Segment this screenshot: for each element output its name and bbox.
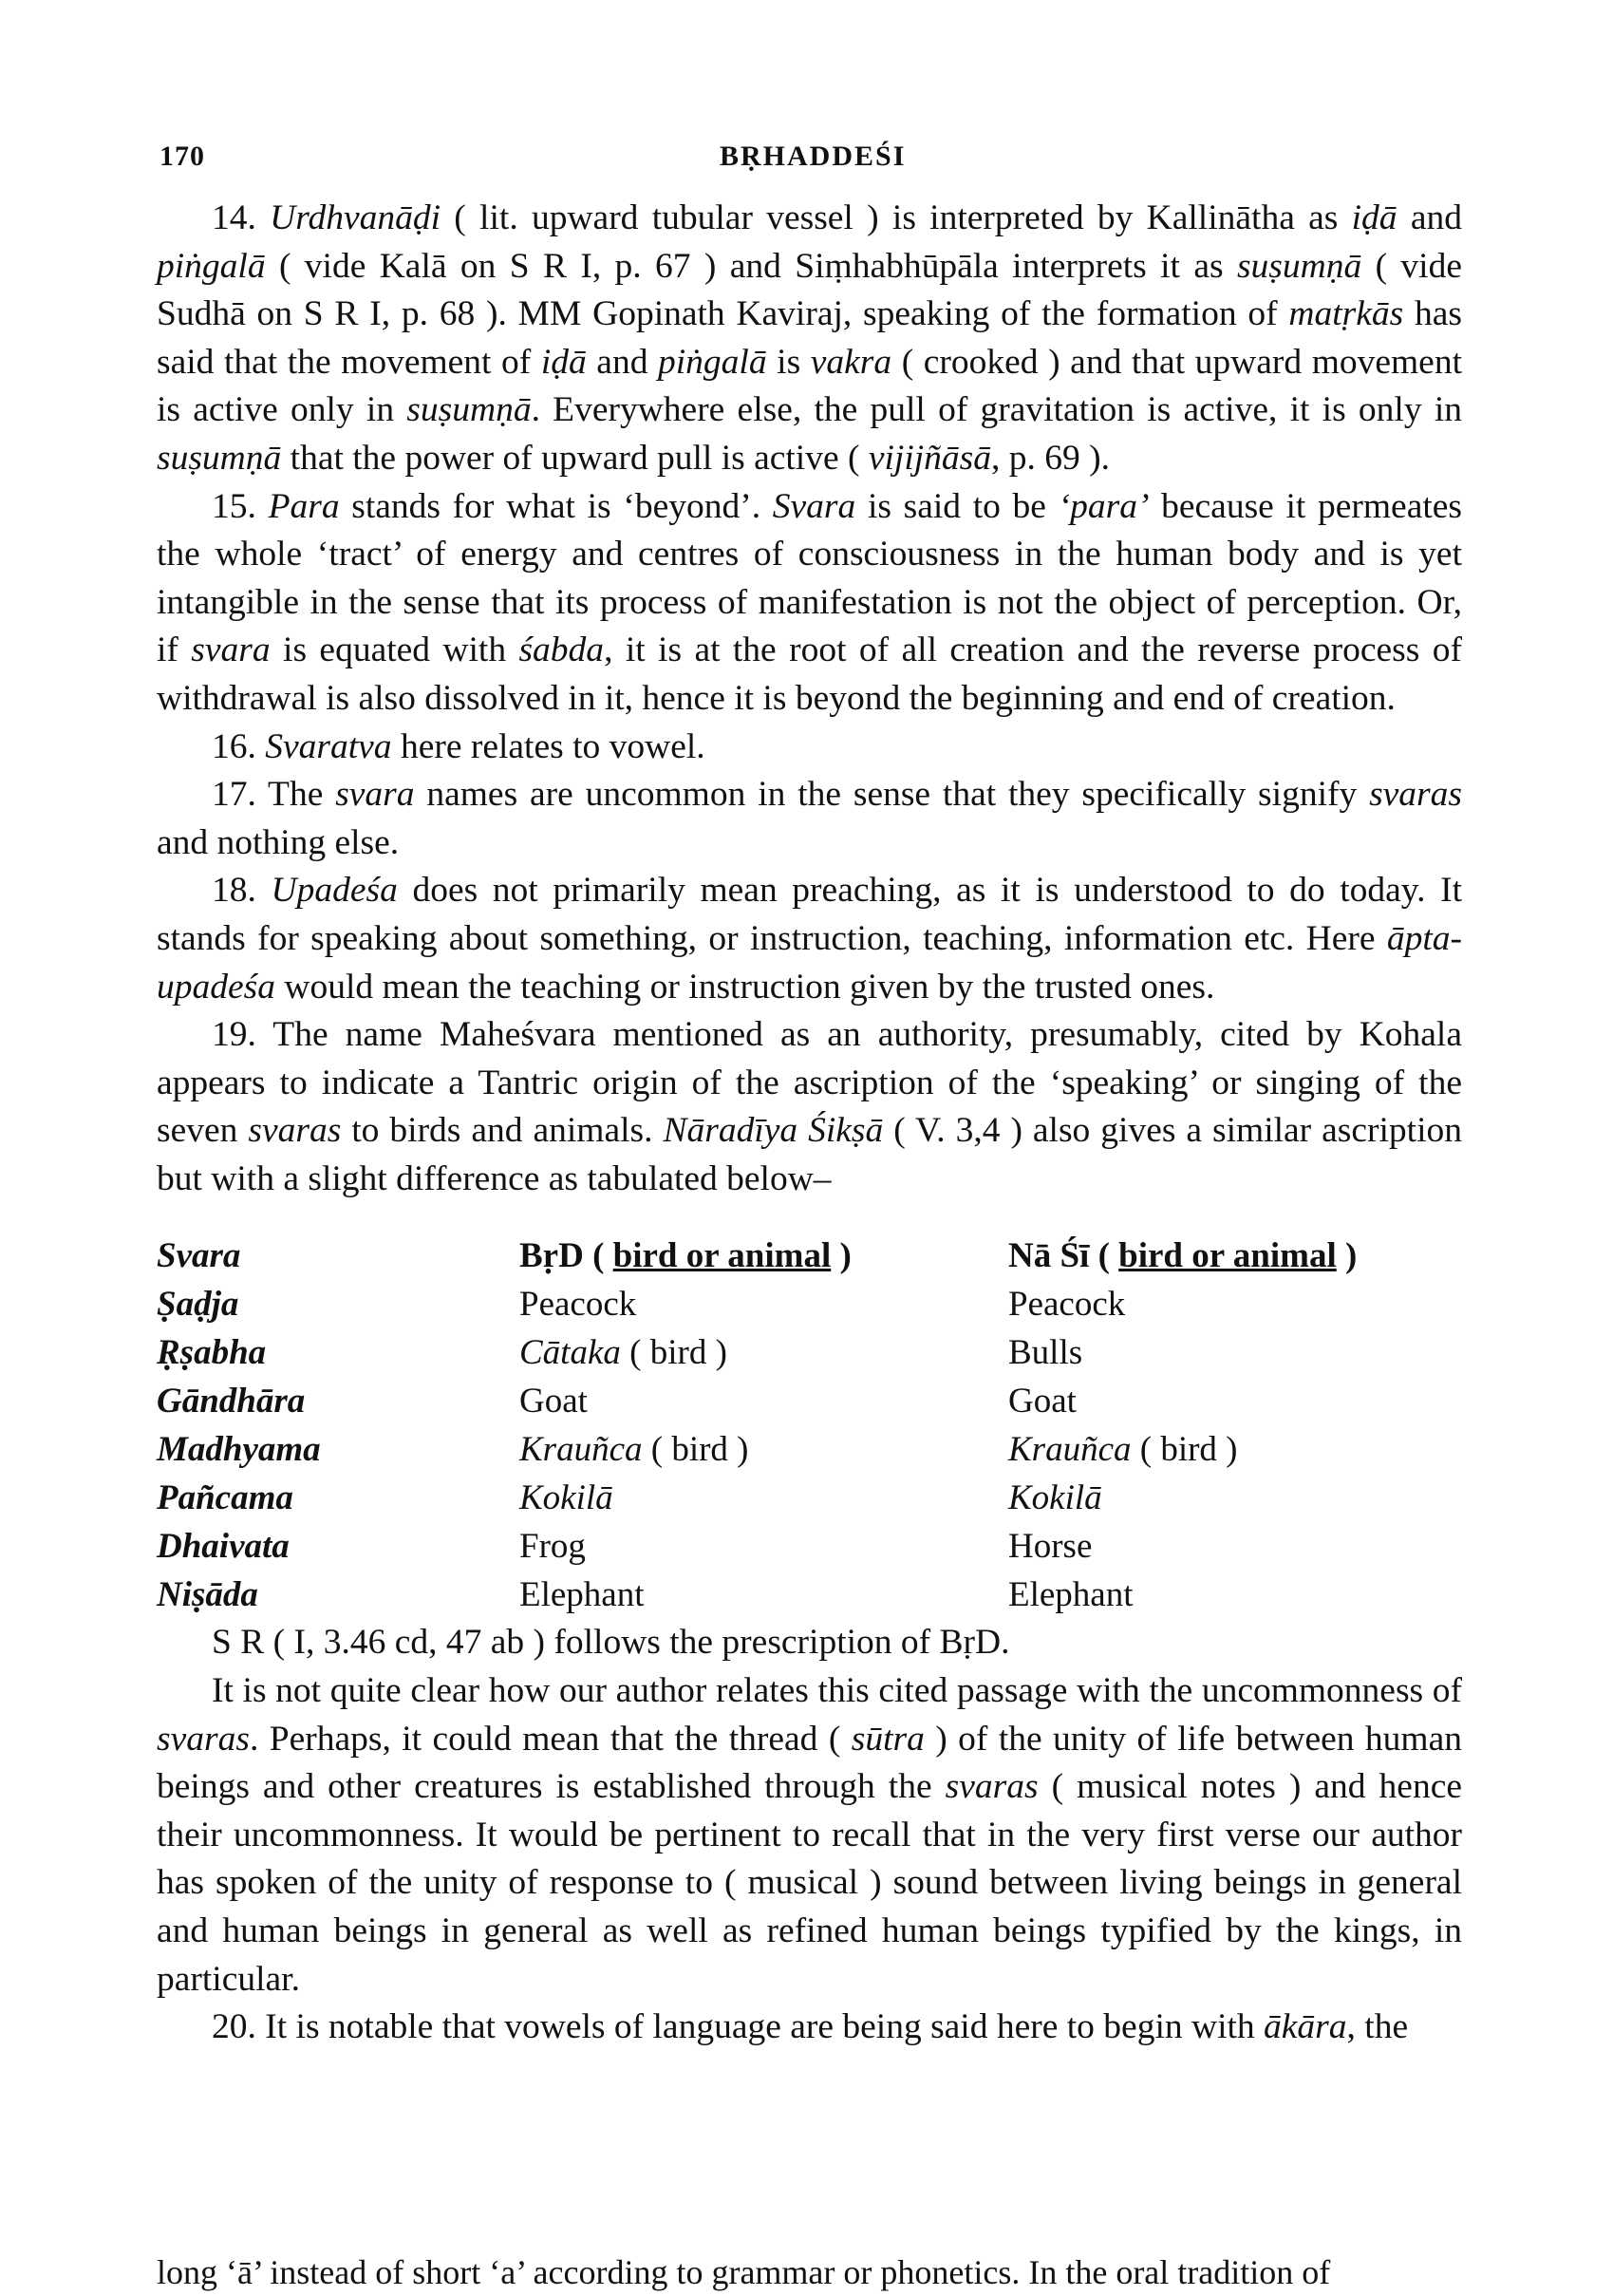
term: svara <box>191 630 271 670</box>
note-17 <box>157 771 1462 867</box>
term: ākāra <box>1264 2007 1347 2047</box>
term: suṣumṇā <box>157 438 282 478</box>
brd-cell <box>519 1425 1008 1474</box>
brd-value: Peacock <box>519 1285 637 1325</box>
term: svara <box>335 775 415 815</box>
term: ‘para’ <box>1058 486 1150 526</box>
page-number: 170 <box>159 141 205 172</box>
nasi-cell <box>1008 1474 1462 1522</box>
text: ( crooked ) and that upward movement is active only in <box>157 342 1463 430</box>
nasi-cell <box>1008 1522 1462 1571</box>
table-row <box>157 1377 1462 1425</box>
svara-cell: Gāndhāra <box>157 1382 306 1421</box>
text: ( vide Kalā on S R I, p. 67 ) and Siṃhabhūpāla interprets it as <box>265 246 1237 286</box>
term: svaras <box>1369 775 1462 815</box>
nasi-value: Krauñca <box>1008 1430 1132 1470</box>
term: svaras <box>248 1111 342 1151</box>
table-header-row <box>157 1232 1462 1280</box>
header-brd-suffix: ) <box>831 1236 852 1276</box>
text: ) of the unity of life between human beings and other creatures is established through the <box>157 1719 1462 1807</box>
note-16 <box>157 724 1462 772</box>
text: because it permeates the whole ‘tract’ of energy and centres of consciousness in the human body and is yet intangible in the sense that its process of manifestation is not the object of perception. Or, if <box>157 486 1463 670</box>
nasi-cell <box>1008 1571 1462 1619</box>
note-number: 20. <box>212 2007 256 2047</box>
header-brd-prefix: BṛD ( <box>519 1236 613 1276</box>
text: , the <box>1346 2007 1409 2047</box>
text: ( vide Sudhā on S R I, p. 68 ). MM Gopinath Kaviraj, speaking of the formation of <box>157 246 1462 334</box>
svara-cell: Ṛṣabha <box>157 1333 267 1373</box>
note-14 <box>157 195 1462 483</box>
table-row <box>157 1474 1462 1522</box>
text: It is notable that vowels of language are being said here to begin with <box>255 2007 1265 2047</box>
text: and <box>1397 198 1462 237</box>
text: and nothing else. <box>157 822 400 862</box>
brd-value: Kokilā <box>519 1478 613 1518</box>
header-nasi-suffix: ) <box>1336 1236 1358 1276</box>
term: Upadeśa <box>271 871 398 911</box>
brd-value: Elephant <box>519 1575 645 1615</box>
term: Para <box>268 486 340 526</box>
text: is equated with <box>270 630 519 670</box>
note-20 <box>157 2004 1462 2052</box>
text: ( V. 3,4 ) also gives a similar ascription but with a slight difference as tabulated below– <box>157 1111 1463 1198</box>
svara-cell: Madhyama <box>157 1430 321 1470</box>
svara-cell: Dhaivata <box>157 1527 290 1567</box>
table-row <box>157 1280 1462 1328</box>
note-number: 14. <box>212 198 256 237</box>
term: sūtra <box>851 1719 925 1759</box>
note-number: 15. <box>212 486 256 526</box>
nasi-cell <box>1008 1328 1462 1377</box>
brd-cell <box>519 1474 1008 1522</box>
term: piṅgalā <box>658 342 767 382</box>
term: Urdhvanāḍi <box>270 198 441 237</box>
note-number: 19. <box>212 1015 256 1055</box>
term: Svaratva <box>265 726 392 766</box>
note-number: 18. <box>212 871 256 911</box>
svara-cell: Ṣaḍja <box>157 1285 239 1325</box>
text: . Perhaps, it could mean that the thread ( <box>249 1719 852 1759</box>
text: would mean the teaching or instruction given by the trusted ones. <box>275 967 1215 1007</box>
text: that the power of upward pull is active ( <box>281 438 869 478</box>
table-row <box>157 1522 1462 1571</box>
table-row <box>157 1425 1462 1474</box>
brd-value: Krauñca <box>519 1430 643 1470</box>
table-row <box>157 1571 1462 1619</box>
text: names are uncommon in the sense that they specifically signify <box>414 775 1370 815</box>
brd-cell <box>519 1280 1008 1328</box>
text: and <box>586 342 659 382</box>
running-head: BṚHADDEŚI <box>720 141 907 172</box>
nasi-cell <box>1008 1377 1462 1425</box>
cutoff-line: long ‘ā’ instead of short ‘a’ according to grammar or phonetics. In the oral tradition of <box>157 2253 1331 2291</box>
page-header <box>159 141 1460 179</box>
term: svaras <box>157 1719 250 1759</box>
brd-cell <box>519 1571 1008 1619</box>
brd-cell <box>519 1377 1008 1425</box>
note-number: 16. <box>212 726 256 766</box>
text: It is not quite clear how our author relates this cited passage with the uncommonness of <box>212 1671 1462 1711</box>
header-nasi <box>1008 1232 1462 1280</box>
header-nasi-label: bird or animal <box>1118 1236 1337 1276</box>
text: , p. 69 ). <box>991 438 1111 478</box>
term: suṣumṇā <box>406 390 532 430</box>
term: vijijñāsā <box>868 438 992 478</box>
term: iḍā <box>1351 198 1397 237</box>
term: vakra <box>810 342 892 382</box>
text: has said that the movement of <box>157 294 1462 382</box>
term: matṛkās <box>1288 294 1404 334</box>
term: Svara <box>772 486 856 526</box>
brd-note: ( bird ) <box>620 1333 727 1373</box>
brd-value: Cātaka <box>519 1333 621 1373</box>
commentary-paragraph <box>157 1667 1462 2004</box>
note-19 <box>157 1011 1462 1203</box>
nasi-value: Peacock <box>1008 1285 1126 1325</box>
svara-cell: Pañcama <box>157 1478 293 1518</box>
brd-cell <box>519 1522 1008 1571</box>
nasi-value: Horse <box>1008 1527 1093 1567</box>
text: is <box>766 342 811 382</box>
term: iḍā <box>540 342 587 382</box>
nasi-cell <box>1008 1280 1462 1328</box>
header-brd-label: bird or animal <box>612 1236 832 1276</box>
term: svaras <box>945 1767 1039 1807</box>
term: āpta-upadeśa <box>157 918 1462 1007</box>
brd-value: Goat <box>519 1382 588 1421</box>
text: . Everywhere else, the pull of gravitation is active, it is only in <box>531 390 1462 430</box>
header-svara <box>157 1232 519 1280</box>
nasi-value: Kokilā <box>1008 1478 1102 1518</box>
text: ( musical notes ) and hence their uncommonness. It would be pertinent to recall that in the very first verse our author has spoken of the unity of response to ( musical ) sound between living beings in general and human beings in general as well as refined human beings typified by the kings, in particular. <box>157 1767 1462 1999</box>
nasi-note: ( bird ) <box>1131 1430 1238 1470</box>
note-15 <box>157 483 1462 724</box>
header-svara-label: Svara <box>157 1236 241 1276</box>
text: , it is at the root of all creation and the reverse process of withdrawal is also dissolved in it, hence it is beyond the beginning and end of creation. <box>157 630 1462 718</box>
page-body <box>157 195 1462 2052</box>
text: The <box>255 775 336 815</box>
brd-note: ( bird ) <box>642 1430 749 1470</box>
header-brd <box>519 1232 1008 1280</box>
table-row <box>157 1328 1462 1377</box>
text: does not primarily mean preaching, as it is understood to do today. It stands for speaking about something, or instruction, teaching, information etc. Here <box>157 871 1463 958</box>
nasi-value: Elephant <box>1008 1575 1134 1615</box>
term: śabda <box>518 630 605 670</box>
nasi-cell <box>1008 1425 1462 1474</box>
term: suṣumṇā <box>1236 246 1362 286</box>
text: is said to be <box>855 486 1059 526</box>
text: The name Maheśvara mentioned as an authority, presumably, cited by Kohala appears to indicate a Tantric origin of the ascription of the ‘speaking’ or singing of the seven <box>157 1015 1462 1151</box>
header-nasi-prefix: Nā Śī ( <box>1008 1236 1119 1276</box>
svara-cell: Niṣāda <box>157 1575 258 1615</box>
sr-prescription: S R ( I, 3.46 cd, 47 ab ) follows the prescription of BṛD. <box>212 1623 1010 1663</box>
nasi-value: Goat <box>1008 1382 1077 1421</box>
text: to birds and animals. <box>341 1111 664 1151</box>
brd-value: Frog <box>519 1527 586 1567</box>
text: here relates to vowel. <box>391 726 705 766</box>
note-18 <box>157 867 1462 1011</box>
note-number: 17. <box>212 775 256 815</box>
ascription-table <box>157 1232 1462 1619</box>
brd-cell <box>519 1328 1008 1377</box>
term: piṅgalā <box>157 246 266 286</box>
nasi-value: Bulls <box>1008 1333 1083 1373</box>
text: ( lit. upward tubular vessel ) is interpreted by Kallinātha as <box>441 198 1352 237</box>
term: Nāradīya Śikṣā <box>663 1111 884 1151</box>
text: stands for what is ‘beyond’. <box>339 486 773 526</box>
